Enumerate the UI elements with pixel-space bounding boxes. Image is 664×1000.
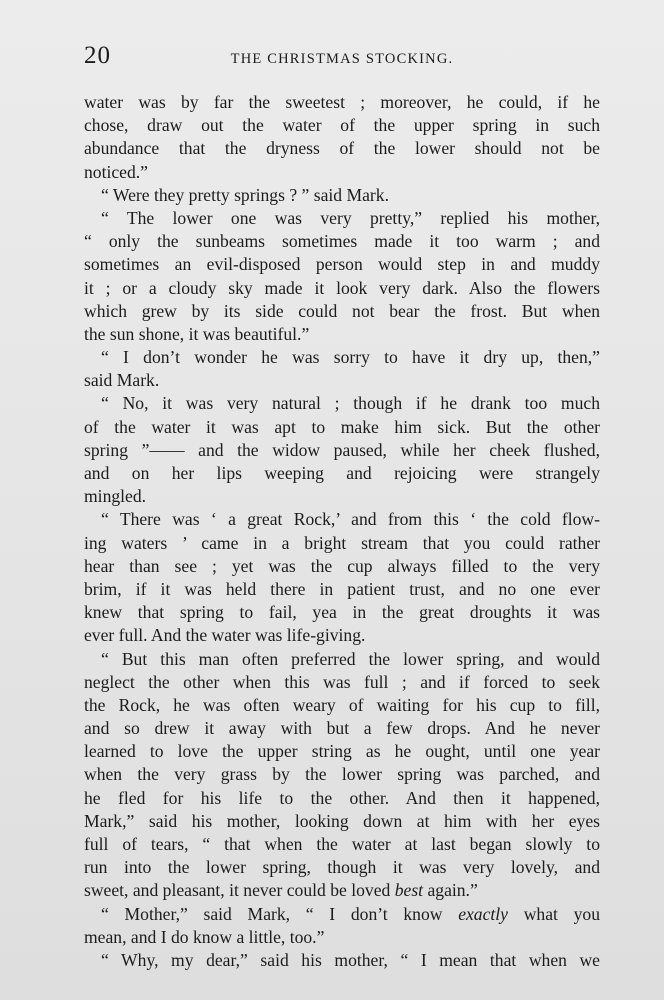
text-line: hear than see ; yet was the cup always filled to the very — [84, 555, 600, 576]
text-line: abundance that the dryness of the lower should not be — [84, 138, 600, 159]
page-header — [84, 40, 600, 80]
text-line: Mark,” said his mother, looking down at him with her eyes — [84, 810, 600, 831]
text-line: “ There was ‘ a great Rock,’ and from this ‘ the cold flow- — [101, 509, 600, 530]
text-line: of the water it was apt to make him sick. But the other — [84, 416, 600, 437]
text-line: the Rock, he was often weary of waiting for his cup to fill, — [84, 694, 600, 715]
text-line: mingled. — [84, 486, 147, 507]
text-line: when the very grass by the lower spring was parched, and — [84, 764, 600, 785]
text-line: “ Why, my dear,” said his mother, “ I mean that when we — [101, 949, 600, 970]
text-line: noticed.” — [84, 161, 148, 182]
emphasized-word: best — [394, 880, 424, 901]
text-line: “ Mother,” said Mark, “ I don’t know exactly what you — [101, 903, 600, 924]
text-line: and so drew it away with but a few drops. And he never — [84, 718, 600, 739]
text-line: mean, and I do know a little, too.” — [84, 926, 325, 947]
text-line: learned to love the upper string as he ought, until one year — [84, 741, 600, 762]
text-line: “ No, it was very natural ; though if he drank too much — [101, 393, 600, 414]
text-line: neglect the other when this was full ; and if forced to seek — [84, 671, 600, 692]
text-line: “ But this man often preferred the lower spring, and would — [101, 648, 600, 669]
text-line: said Mark. — [84, 370, 160, 391]
text-line: “ only the sunbeams sometimes made it too warm ; and — [84, 231, 600, 252]
text-line: it ; or a cloudy sky made it look very dark. Also the flowers — [84, 277, 600, 298]
text-line: which grew by its side could not bear the frost. But when — [84, 300, 600, 321]
text-line: brim, if it was held there in patient trust, and no one ever — [84, 578, 600, 599]
emphasized-word: exactly — [458, 903, 508, 924]
text-line: he fled for his life to the other. And then it happened, — [84, 787, 600, 808]
text-line: “ Were they pretty springs ? ” said Mark. — [101, 184, 389, 205]
text-line: spring ”—— and the widow paused, while her cheek flushed, — [84, 439, 600, 460]
text-line: “ The lower one was very pretty,” replied his mother, — [101, 207, 600, 228]
body-text — [84, 91, 600, 972]
text-line: run into the lower spring, though it was very lovely, and — [84, 857, 600, 878]
running-title: THE CHRISTMAS STOCKING. — [230, 51, 454, 67]
text-line: water was by far the sweetest ; moreover, he could, if he — [84, 92, 600, 112]
page-number: 20 — [84, 42, 111, 69]
text-line: sometimes an evil-disposed person would step in and muddy — [84, 254, 600, 275]
text-line: chose, draw out the water of the upper spring in such — [84, 115, 600, 136]
text-line: full of tears, “ that when the water at last began slowly to — [84, 834, 600, 854]
text-line: “ I don’t wonder he was sorry to have it dry up, then,” — [101, 347, 600, 368]
text-line: sweet, and pleasant, it never could be loved best again.” — [84, 880, 478, 901]
text-line: ever full. And the water was life-giving. — [84, 625, 366, 646]
text-line: the sun shone, it was beautiful.” — [84, 323, 310, 344]
text-line: and on her lips weeping and rejoicing were strangely — [84, 463, 600, 483]
text-line: knew that spring to fail, yea in the great droughts it was — [84, 602, 600, 623]
text-line: ing waters ’ came in a bright stream that you could rather — [84, 532, 600, 553]
